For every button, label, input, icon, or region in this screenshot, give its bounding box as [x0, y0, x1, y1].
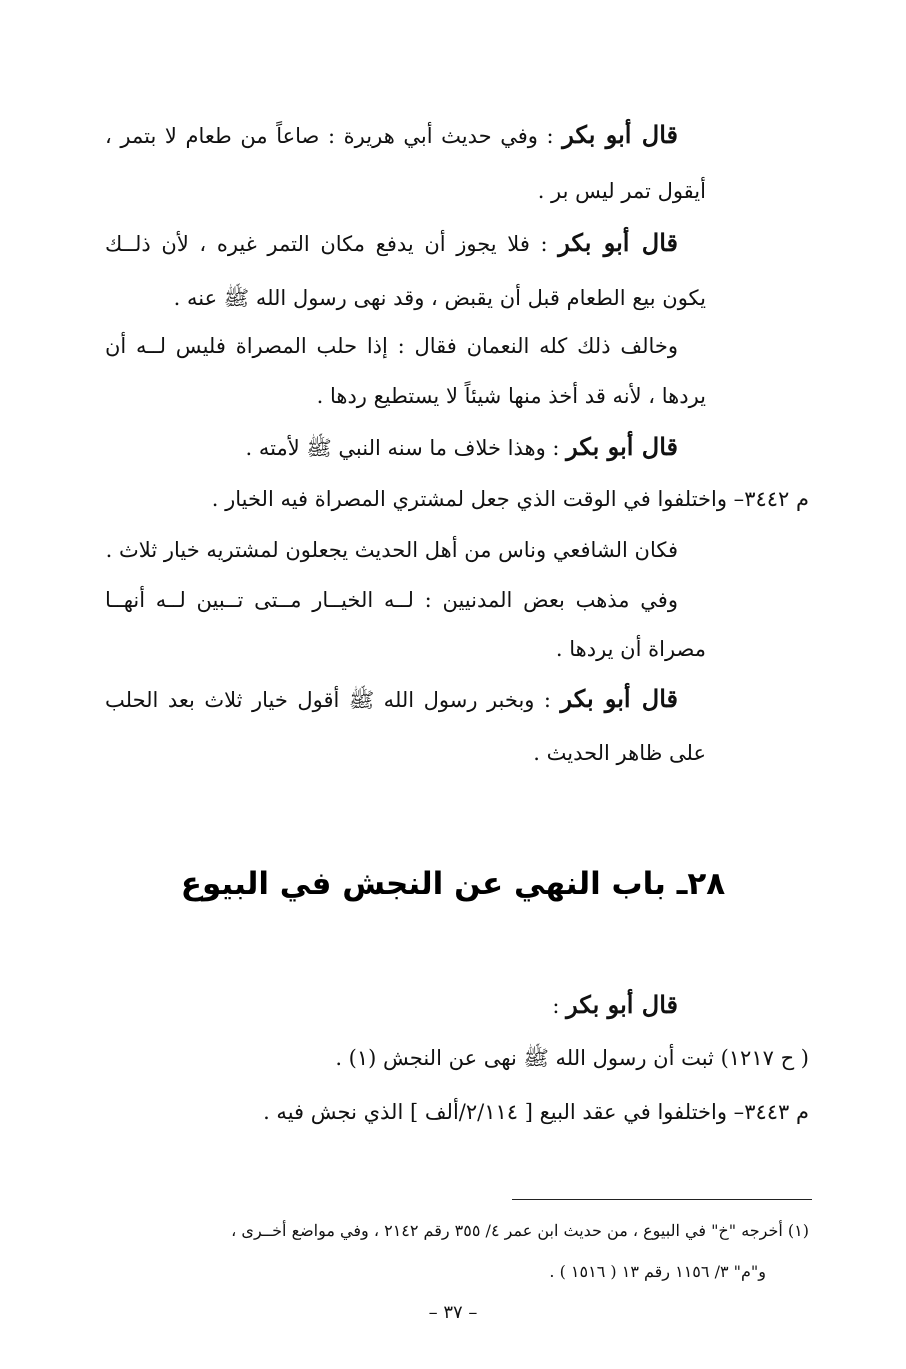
line-text: وفي مذهب بعض المدنيين : لــه الخيــار مــتى تــبين لــه أنهــا: [105, 588, 678, 612]
speaker-label: قال أبو بكر: [560, 684, 678, 713]
speaker-label: قال أبو بكر: [566, 990, 678, 1019]
footnote-line-1: [231, 1218, 809, 1244]
line-text: أيقول تمر ليس بر .: [537, 179, 706, 203]
line-text: على ظاهر الحديث .: [533, 741, 706, 765]
body-line-12: [105, 684, 678, 715]
speaker-label: قال أبو بكر: [562, 120, 678, 149]
line-text: مصراة أن يردها .: [555, 637, 706, 661]
body-line-6: [317, 381, 706, 411]
hadith-line-1217: [335, 1043, 809, 1073]
line-text: ( ح ١٢١٧) ثبت أن رسول الله ﷺ نهى عن النجش (١) .: [335, 1046, 809, 1070]
body-line-3: [105, 228, 678, 259]
line-text: وخالف ذلك كله النعمان فقال : إذا حلب المصراة فليس لــه أن: [105, 334, 678, 358]
body-line-2: [538, 176, 706, 206]
line-text: فكان الشافعي وناس من أهل الحديث يجعلون لمشتريه خيار ثلاث .: [105, 538, 678, 562]
body-line-7: [246, 432, 678, 463]
chapter-heading: ٢٨ـ باب النهي عن النجش في البيوع: [180, 866, 726, 902]
line-text: : وبخبر رسول الله ﷺ أقول خيار ثلاث بعد الحلب: [105, 688, 561, 712]
speaker-label: قال أبو بكر: [566, 432, 678, 461]
section-line-1: [552, 990, 678, 1021]
line-text: :: [552, 994, 567, 1018]
speaker-label: قال أبو بكر: [558, 228, 679, 257]
line-text: م ٣٤٤٣– واختلفوا في عقد البيع [ ٢/١١٤/ألف ] الذي نجش فيه .: [263, 1100, 809, 1124]
page-number: – ٣٧ –: [428, 1302, 478, 1323]
body-line-9: [106, 535, 678, 565]
issue-line-3443: [263, 1097, 809, 1127]
line-text: يردها ، لأنه قد أخذ منها شيئاً لا يستطيع ردها .: [316, 384, 706, 408]
line-text: : وفي حديث أبي هريرة : صاعاً من طعام لا بتمر ،: [105, 124, 563, 148]
body-line-1: [105, 120, 678, 151]
body-line-10: [105, 585, 678, 615]
line-text: يكون بيع الطعام قبل أن يقبض ، وقد نهى رسول الله ﷺ عنه .: [173, 286, 706, 310]
line-text: : فلا يجوز أن يدفع مكان التمر غيره ، لأن ذلــك: [105, 232, 559, 256]
body-line-5: [105, 331, 678, 361]
footnote-line-2: [549, 1259, 766, 1285]
line-text: م ٣٤٤٢– واختلفوا في الوقت الذي جعل لمشتري المصراة فيه الخيار .: [211, 487, 809, 511]
footnote-text: و"م" ٣/ ١١٥٦ رقم ١٣ ( ١٥١٦ ) .: [549, 1262, 766, 1281]
issue-line-3442: [212, 484, 809, 514]
body-line-11: [556, 634, 706, 664]
footnote-text: (١) أخرجه "خ" في البيوع ، من حديث ابن عمر ٤/ ٣٥٥ رقم ٢١٤٢ ، وفي مواضع أخــرى ،: [231, 1221, 809, 1240]
line-text: : وهذا خلاف ما سنه النبي ﷺ لأمته .: [245, 436, 567, 460]
body-line-13: [533, 738, 706, 768]
footnote-divider: [512, 1199, 812, 1200]
body-line-4: [174, 283, 706, 313]
